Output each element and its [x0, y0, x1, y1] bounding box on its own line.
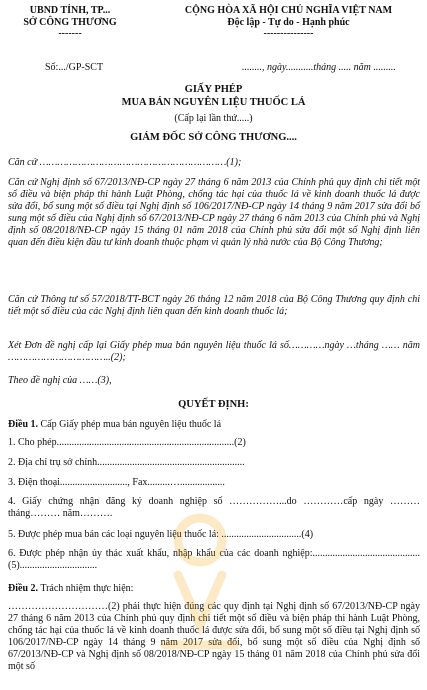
decision-item: 2. Địa chỉ trụ sở chính...........................................................: [8, 457, 245, 468]
header-province: UBND TỈNH, TP...: [29, 5, 111, 16]
decision-item: 3. Điện thoại..........................., Fax.........…..................: [8, 477, 225, 488]
article-1: [8, 419, 221, 431]
document-date: ........, ngày...........tháng ..... năm .........: [242, 62, 396, 73]
basis-paragraph: Xét Đơn đề nghị cấp lại Giấy phép mua bán nguyên liệu thuốc lá số…………ngày …tháng …… năm ……………………………..(2);: [8, 340, 420, 363]
issuer-title: GIÁM ĐỐC SỞ CÔNG THƯƠNG....: [130, 132, 297, 143]
article-2-label: Điều 2.: [8, 583, 38, 594]
article-2-text: Trách nhiệm thực hiện:: [38, 583, 134, 594]
header-left-divider: -------: [58, 28, 82, 39]
basis-paragraph: Theo đề nghị của ……(3),: [8, 375, 112, 386]
article-1-label: Điều 1.: [8, 419, 38, 430]
header-right-divider: ---------------: [263, 28, 314, 39]
permit-title: GIẤY PHÉP: [184, 84, 243, 95]
decision-heading: QUYẾT ĐỊNH:: [178, 399, 249, 410]
document-number: Số:.../GP-SCT: [45, 62, 104, 73]
reissue-count: (Cấp lại lần thứ.....): [174, 113, 253, 124]
article-1-text: Cấp Giấy phép mua bán nguyên liệu thuốc lá: [38, 419, 222, 430]
header-country: CỘNG HÒA XÃ HỘI CHỦ NGHĨA VIỆT NAM: [184, 5, 393, 16]
decision-item: 4. Giấy chứng nhận đăng ký doanh nghiệp số ……………...do …………cấp ngày ………tháng……… năm……….: [8, 496, 420, 519]
header-department: SỞ CÔNG THƯƠNG: [23, 17, 117, 28]
decision-item: 1. Cho phép.......................................................................(2): [8, 437, 246, 448]
decision-item: 6. Được phép nhận ủy thác xuất khẩu, nhập khẩu của các doanh nghiệp:...........................................(5)...............................: [8, 548, 420, 571]
permit-subtitle: MUA BÁN NGUYÊN LIỆU THUỐC LÁ: [121, 97, 306, 108]
article-2: [8, 583, 133, 595]
header-motto: Độc lập - Tự do - Hạnh phúc: [227, 17, 350, 28]
article-2-body: …………………………(2) phải thực hiện đúng các quy định tại Nghị định số 67/2013/NĐ-CP ngày 27 tháng 6 năm 2013 của Chính phủ quy định chi tiết một số điều và biện pháp thi hành Luật Phòng, chống tác hại của thuốc lá về kinh doanh thuốc lá được sửa đổi, bổ sung một số điều tại Nghị định số 106/2017/NĐ-CP ngày 14 tháng 9 năm 2017 sửa đổi, bổ sung một số điều của Nghị định số 67/2013/NĐ-CP và Nghị định số 08/2018/NĐ-CP ngày 15 tháng 01 năm 2018 của Chính phủ sửa đổi một số: [8, 601, 420, 672]
basis-paragraph: Căn cứ Nghị định số 67/2013/NĐ-CP ngày 27 tháng 6 năm 2013 của Chính phủ quy định chi tiết một số điều và biện pháp thi hành Luật Phòng, chống tác hại của thuốc lá về kinh doanh thuốc lá được sửa đổi, bổ sung một số điều tại Nghị định số 106/2017/NĐ-CP ngày 14 tháng 9 năm 2017 sửa đổi bổ sung một số điều của Nghị định số 67/2013/NĐ-CP ngày 27 tháng 6 năm 2013 của Chính phủ và Nghị định số 08/2018/NĐ-CP ngày 15 tháng 01 năm 2018 của Chính phủ sửa đổi một số Nghị định liên quan đến điều kiện đầu tư kinh doanh thuộc phạm vi quản lý nhà nước của Bộ Công Thương;: [8, 177, 420, 248]
decision-item: 5. Được phép mua bán các loại nguyên liệu thuốc lá: ................................(4): [8, 529, 314, 540]
basis-paragraph: Căn cứ Thông tư số 57/2018/TT-BCT ngày 26 tháng 12 năm 2018 của Bộ Công Thương quy định chi tiết một số điều của các Nghị định liên quan đến kinh doanh thuốc lá;: [8, 294, 420, 317]
basis-paragraph: Căn cứ ………………………………………………………(1);: [8, 157, 242, 168]
